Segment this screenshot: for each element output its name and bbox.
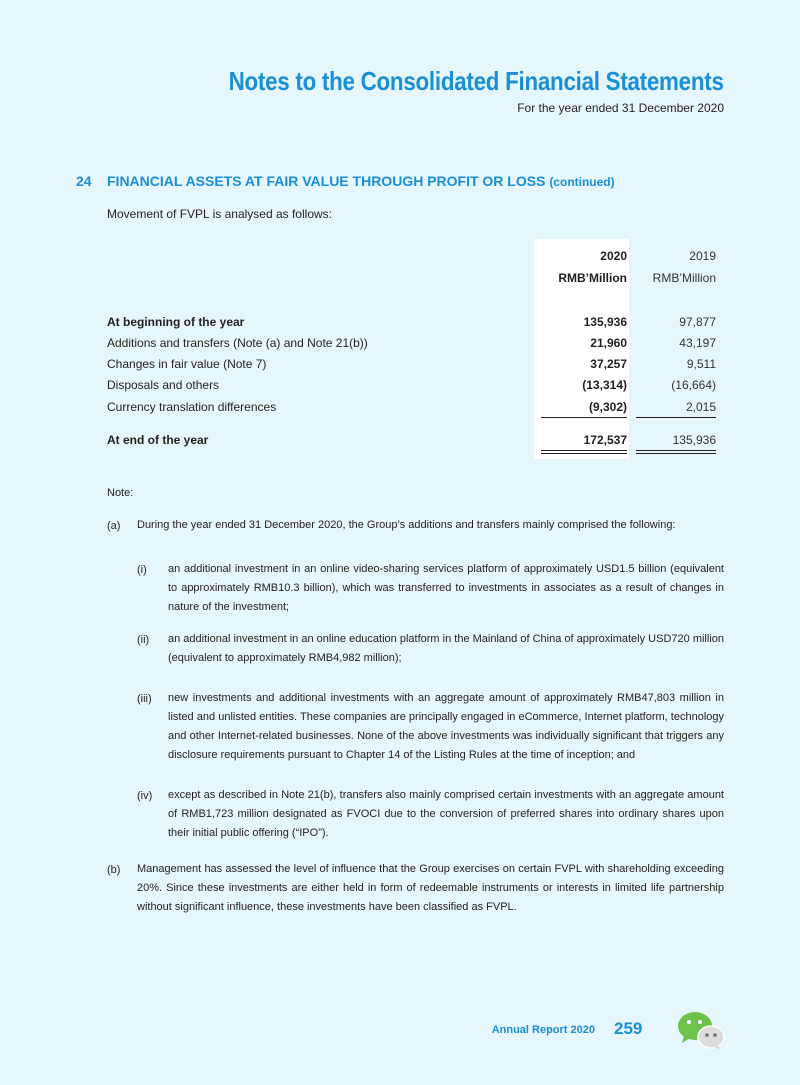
cell-2020: (13,314) <box>582 378 627 392</box>
total-label: At end of the year <box>107 433 209 447</box>
note-a-iii-marker: (iii) <box>137 693 152 705</box>
note-a-iii-text: new investments and additional investments with an aggregate amount of approximately RMB47,803 million in listed and unlisted entities. These companies are principally engaged in eCommerce, Internet platform, technology and other Internet-related businesses. None of the above investments was individually significant that triggers any disclosure requirements pursuant to Chapter 14 of the Listing Rules at the time of inception; and <box>168 692 724 761</box>
page-title: Notes to the Consolidated Financial Statements <box>228 66 724 96</box>
note-a-iv-text: except as described in Note 21(b), transfers also mainly comprised certain investments with an aggregate amount of RMB1,723 million designated as FVOCI due to the conversion of preferred shares into ordinary shares upon their initial public offering (“IPO”). <box>168 789 724 839</box>
row-label: At beginning of the year <box>107 315 245 329</box>
note-a-i-text: an additional investment in an online video-sharing services platform of approximately USD1.5 billion (equivalent to approximately RMB10.3 billion), which was transferred to investments in associates as a result of changes in nature of the investment; <box>168 563 724 613</box>
cell-2019: (16,664) <box>671 378 716 392</box>
cell-2019: 2,015 <box>685 400 716 414</box>
header-unit-2020: RMB’Million <box>558 271 627 285</box>
note-a-ii-text: an additional investment in an online education platform in the Mainland of China of approximately USD720 million (equivalent to approximately RMB4,982 million); <box>168 633 724 664</box>
total-double-rule-2020-bottom <box>541 453 627 454</box>
section-number: 24 <box>76 173 92 189</box>
footer-page-number: 259 <box>614 1019 643 1038</box>
note-a-ii-marker: (ii) <box>137 634 150 646</box>
total-2020: 172,537 <box>583 433 627 447</box>
total-2019: 135,936 <box>672 433 716 447</box>
header-year-2019: 2019 <box>689 249 716 263</box>
cell-2019: 97,877 <box>679 315 716 329</box>
total-double-rule-2019-top <box>636 450 716 451</box>
header-year-2020: 2020 <box>600 249 627 263</box>
total-double-rule-2020-top <box>541 450 627 451</box>
cell-2020: 37,257 <box>590 357 627 371</box>
note-a-marker: (a) <box>107 520 121 532</box>
row-label: Disposals and others <box>107 378 220 392</box>
subtotal-rule-2020 <box>541 417 627 418</box>
section-continued: (continued) <box>549 175 615 189</box>
cell-2019: 9,511 <box>686 357 716 371</box>
page-subtitle: For the year ended 31 December 2020 <box>517 101 724 115</box>
section-heading <box>76 173 615 189</box>
note-b-text: Management has assessed the level of influence that the Group exercises on certain FVPL with shareholding exceeding 20%. Since these investments are either held in form of redeemable instruments or interests in limited life partnership without significant influence, these investments have been classified as FVPL. <box>137 863 724 913</box>
wechat-logo-icon <box>676 1009 726 1051</box>
cell-2020: (9,302) <box>588 400 627 414</box>
note-a-text: During the year ended 31 December 2020, the Group’s additions and transfers mainly comprised the following: <box>137 519 676 531</box>
note-b-marker: (b) <box>107 864 121 876</box>
total-double-rule-2019-bottom <box>636 453 716 454</box>
row-label: Currency translation differences <box>107 400 277 414</box>
header-unit-2019: RMB’Million <box>652 271 716 285</box>
cell-2020: 135,936 <box>583 315 627 329</box>
row-label: Changes in fair value (Note 7) <box>107 357 267 371</box>
row-label: Additions and transfers (Note (a) and Note 21(b)) <box>107 336 368 350</box>
cell-2019: 43,197 <box>679 336 716 350</box>
footer-report-name: Annual Report 2020 <box>491 1024 595 1036</box>
note-a-i-marker: (i) <box>137 564 147 576</box>
section-title: FINANCIAL ASSETS AT FAIR VALUE THROUGH PROFIT OR LOSS <box>107 173 546 189</box>
note-a-iv-marker: (iv) <box>137 790 153 802</box>
subtotal-rule-2019 <box>636 417 716 418</box>
note-label: Note: <box>107 487 134 499</box>
cell-2020: 21,960 <box>590 336 627 350</box>
intro-text: Movement of FVPL is analysed as follows: <box>107 207 332 221</box>
